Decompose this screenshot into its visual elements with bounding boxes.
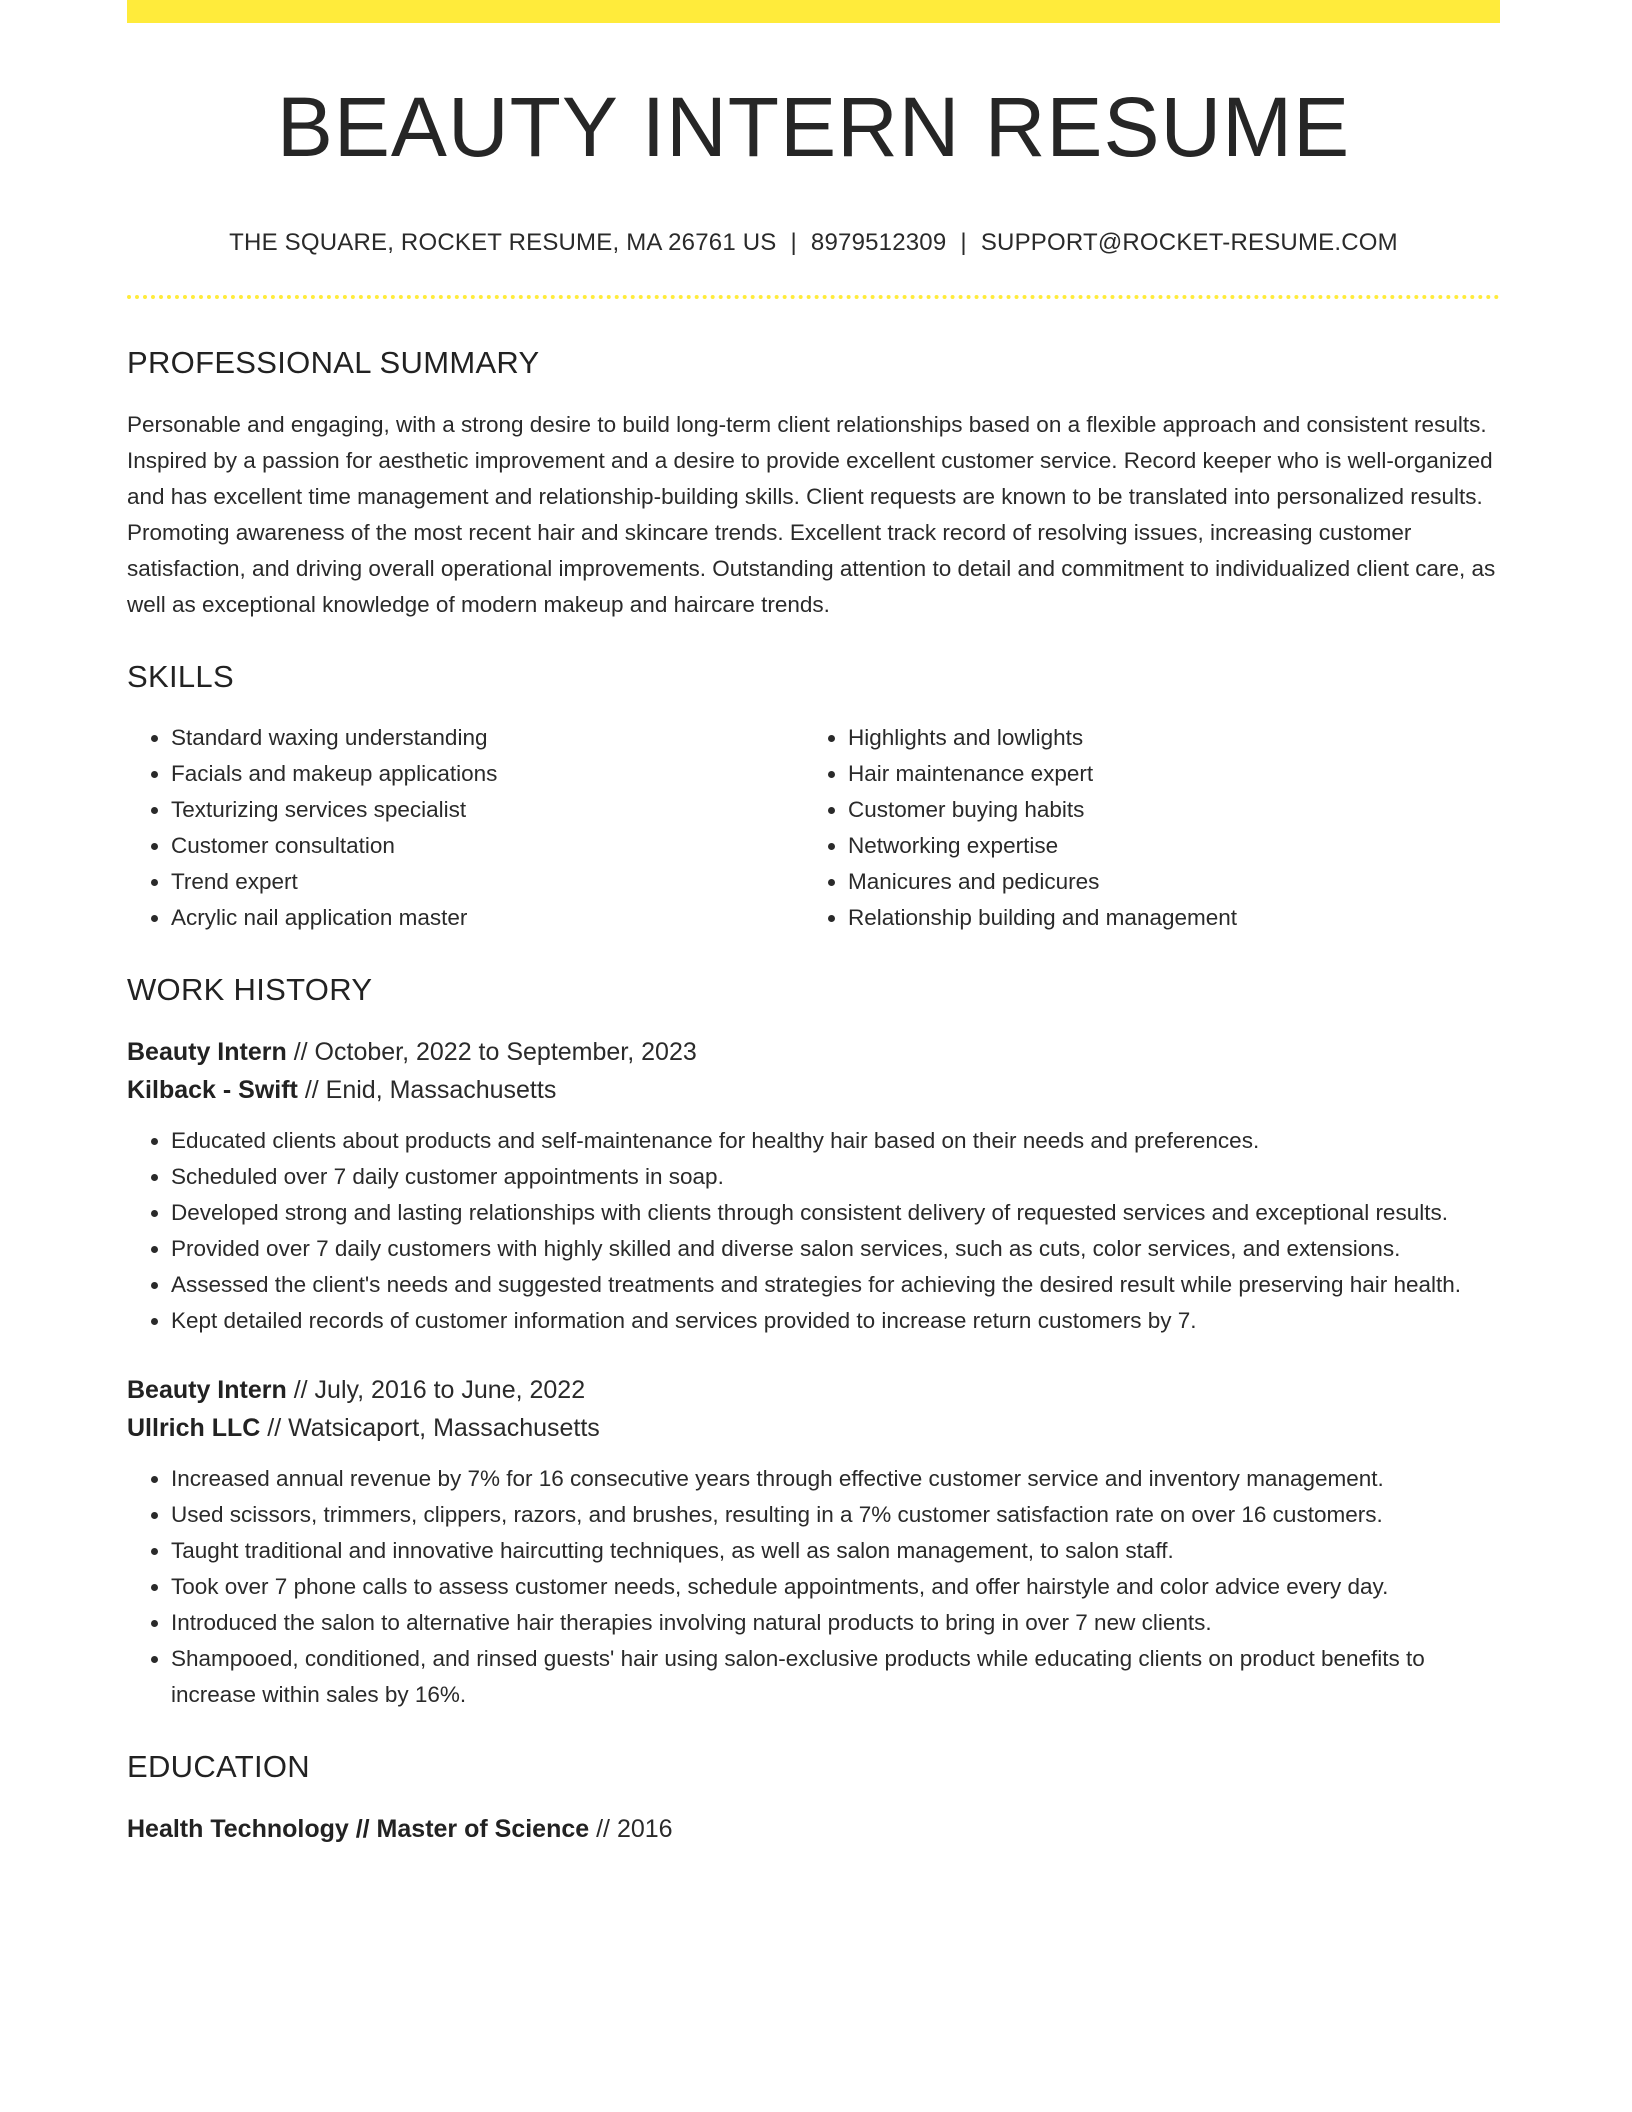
skill-item: • Highlights and lowlights [848, 720, 1481, 756]
skill-item: • Networking expertise [848, 828, 1481, 864]
job-bullet: • Shampooed, conditioned, and rinsed guests' hair using salon-exclusive products while educating clients on product benefits to increase within sales by 16%. [171, 1641, 1500, 1713]
skill-item: • Hair maintenance expert [848, 756, 1481, 792]
job-bullet: • Scheduled over 7 daily customer appointments in soap. [171, 1159, 1500, 1195]
job-company: Kilback - Swift [127, 1076, 298, 1104]
contact-line [127, 229, 1500, 257]
job-role-line [127, 1033, 1500, 1071]
job-role: Beauty Intern [127, 1038, 287, 1066]
job-header [127, 1033, 1500, 1109]
job-dates: // July, 2016 to June, 2022 [286, 1376, 586, 1404]
job-bullet: • Assessed the client's needs and suggested treatments and strategies for achieving the desired result while preserving hair health. [171, 1267, 1500, 1303]
job-header [127, 1371, 1500, 1447]
contact-email: SUPPORT@ROCKET-RESUME.COM [980, 229, 1398, 256]
job-company-line [127, 1409, 1500, 1447]
contact-address: THE SQUARE, ROCKET RESUME, MA 26761 US [229, 229, 777, 256]
education-heading: EDUCATION [127, 1749, 310, 1784]
skill-item: • Trend expert [171, 864, 804, 900]
job-bullet: • Developed strong and lasting relationships with clients through consistent delivery of requested services and exceptional results. [171, 1195, 1500, 1231]
job-bullets [127, 1123, 1500, 1339]
skills-column-left [127, 720, 804, 936]
skill-item: • Acrylic nail application master [171, 900, 804, 936]
contact-separator: | [790, 229, 797, 256]
job-role: Beauty Intern [127, 1376, 287, 1404]
job-role-line [127, 1371, 1500, 1409]
skill-item: • Standard waxing understanding [171, 720, 804, 756]
job-bullet: • Introduced the salon to alternative hair therapies involving natural products to bring in over 7 new clients. [171, 1605, 1500, 1641]
job-bullet: • Taught traditional and innovative haircutting techniques, as well as salon management, to salon staff. [171, 1533, 1500, 1569]
dotted-divider [127, 295, 1500, 299]
job-bullets [127, 1461, 1500, 1713]
skills-heading: SKILLS [127, 659, 234, 694]
work-history-heading: WORK HISTORY [127, 972, 373, 1007]
job-bullet: • Took over 7 phone calls to assess customer needs, schedule appointments, and offer hairstyle and color advice every day. [171, 1569, 1500, 1605]
contact-separator: | [960, 229, 967, 256]
skill-item: • Relationship building and management [848, 900, 1481, 936]
summary-heading: PROFESSIONAL SUMMARY [127, 345, 540, 380]
skill-item: • Facials and makeup applications [171, 756, 804, 792]
resume-page [127, 0, 1500, 1848]
job-dates: // October, 2022 to September, 2023 [286, 1038, 697, 1066]
resume-title: BEAUTY INTERN RESUME [276, 80, 1351, 174]
job-company-line [127, 1071, 1500, 1109]
job-location: // Enid, Massachusetts [297, 1076, 557, 1104]
skills-column-right [804, 720, 1481, 936]
accent-top-bar [127, 0, 1500, 23]
job-bullet: • Kept detailed records of customer information and services provided to increase return customers by 7. [171, 1303, 1500, 1339]
skill-item: • Customer consultation [171, 828, 804, 864]
job-company: Ullrich LLC [127, 1414, 261, 1442]
job-bullet: • Provided over 7 daily customers with highly skilled and diverse salon services, such as cuts, color services, and extensions. [171, 1231, 1500, 1267]
summary-text: Personable and engaging, with a strong desire to build long-term client relationships based on a flexible approach and consistent results. Inspired by a passion for aesthetic improvement and a desire to provide excellent customer service. Record keeper who is well-organized and has excellent time management and relationship-building skills. Client requests are known to be translated into personalized results. Promoting awareness of the most recent hair and skincare trends. Excellent track record of resolving issues, increasing customer satisfaction, and driving overall operational improvements. Outstanding attention to detail and commitment to individualized client care, as well as exceptional knowledge of modern makeup and haircare trends. [127, 412, 1496, 617]
skill-item: • Texturizing services specialist [171, 792, 804, 828]
skills-list [127, 720, 1500, 936]
job-bullet: • Educated clients about products and self-maintenance for healthy hair based on their needs and preferences. [171, 1123, 1500, 1159]
education-degree: Health Technology // Master of Science [127, 1815, 590, 1843]
contact-phone: 8979512309 [810, 229, 947, 256]
skill-item: • Customer buying habits [848, 792, 1481, 828]
education-year: // 2016 [589, 1815, 673, 1843]
job-bullet: • Increased annual revenue by 7% for 16 consecutive years through effective customer service and inventory management. [171, 1461, 1500, 1497]
skill-item: • Manicures and pedicures [848, 864, 1481, 900]
job-location: // Watsicaport, Massachusetts [260, 1414, 600, 1442]
education-entry [127, 1810, 1500, 1848]
job-bullet: • Used scissors, trimmers, clippers, razors, and brushes, resulting in a 7% customer satisfaction rate on over 16 customers. [171, 1497, 1500, 1533]
